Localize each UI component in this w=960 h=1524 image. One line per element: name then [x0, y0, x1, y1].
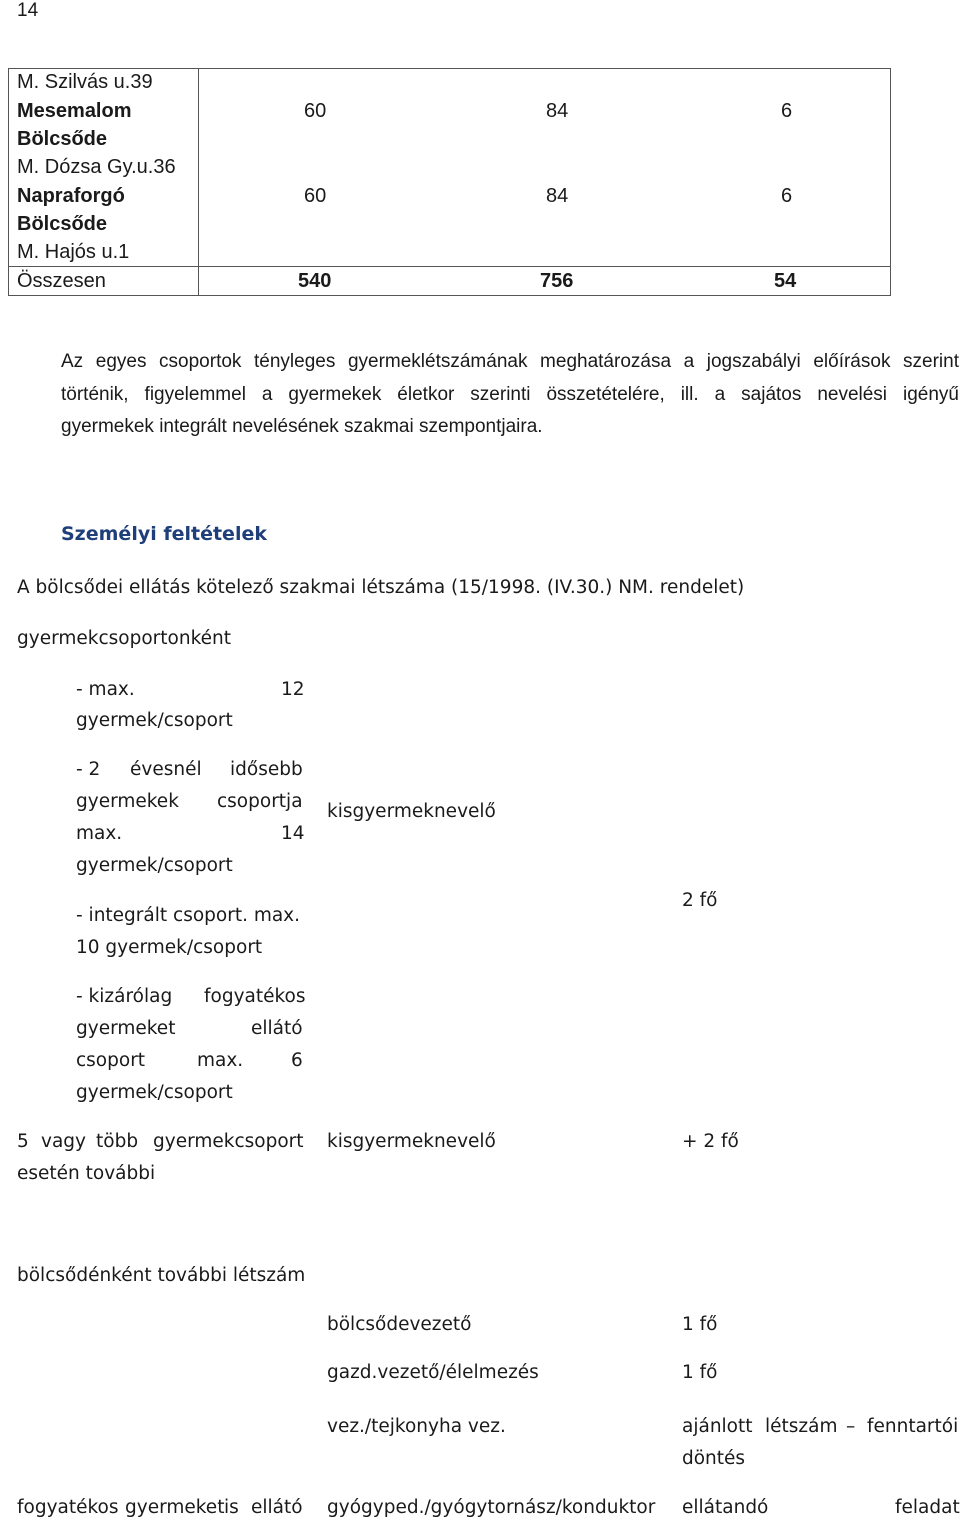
- table-cell-name: M. Szilvás u.39: [17, 71, 153, 93]
- group-item-text: gyermek/csoport: [76, 1082, 233, 1103]
- table-cell-value: 6: [781, 185, 793, 207]
- table-divider: [9, 266, 890, 267]
- group-item-text: idősebb: [230, 759, 303, 780]
- group-item-text: gyermek/csoport: [76, 855, 233, 876]
- role-label: gazd.vezető/élelmezés: [327, 1362, 539, 1383]
- table-total-label: Összesen: [17, 270, 106, 292]
- last-row-label: ellátó: [251, 1497, 303, 1518]
- table-cell-address: M. Hajós u.1: [17, 241, 130, 263]
- group-item-text: fogyatékos: [204, 986, 306, 1007]
- group-item-text: max.: [76, 823, 123, 844]
- table-total-value: 756: [540, 270, 574, 292]
- role-label: gyógyped./gyógytornász/konduktor: [327, 1497, 656, 1518]
- last-row-label: is: [224, 1497, 239, 1518]
- extra-row-text: több: [96, 1131, 139, 1152]
- group-item-text: 10 gyermek/csoport: [76, 937, 263, 958]
- table-cell-name: Bölcsőde: [17, 128, 108, 150]
- capacity-table: [8, 68, 891, 296]
- table-divider: [198, 69, 199, 295]
- table-cell-address: M. Dózsa Gy.u.36: [17, 156, 176, 178]
- table-cell-value: 84: [546, 100, 569, 122]
- section-heading: Személyi feltételek: [61, 523, 267, 545]
- role-label: bölcsődevezető: [327, 1314, 472, 1335]
- table-total-value: 540: [298, 270, 332, 292]
- role-label: kisgyermeknevelő: [327, 1131, 496, 1152]
- additional-staff-label: bölcsődénként további létszám: [17, 1265, 306, 1286]
- group-item-text: évesnél: [130, 759, 202, 780]
- intro-line: gyermekcsoportonként: [17, 628, 231, 649]
- table-cell-name: Mesemalom: [17, 100, 132, 122]
- count-value: ellátandó: [682, 1497, 769, 1518]
- group-item-text: gyermekek: [76, 791, 179, 812]
- group-item-text: 6: [291, 1050, 303, 1071]
- group-item-text: gyermek/csoport: [76, 710, 233, 731]
- table-cell-value: 6: [781, 100, 793, 122]
- count-value: ajánlott: [682, 1416, 753, 1437]
- group-item-text: 14: [281, 823, 305, 844]
- count-value: döntés: [682, 1448, 746, 1469]
- group-item-text: 12: [281, 679, 305, 700]
- paragraph-line: történik, figyelemmel a gyermekek életkor szerinti összetételére, ill. a sajátos nevelési igényű: [61, 384, 959, 405]
- group-item-text: - 2: [76, 759, 101, 780]
- table-cell-name: Bölcsőde: [17, 213, 108, 235]
- extra-row-text: esetén további: [17, 1163, 156, 1184]
- table-cell-value: 60: [304, 100, 327, 122]
- table-cell-name: Napraforgó: [17, 185, 125, 207]
- count-value: 1 fő: [682, 1362, 718, 1383]
- page-number: 14: [17, 0, 39, 21]
- extra-row-text: vagy: [41, 1131, 86, 1152]
- group-item-text: gyermeket: [76, 1018, 176, 1039]
- group-item-text: - integrált csoport. max.: [76, 905, 301, 926]
- group-item-text: csoport: [76, 1050, 146, 1071]
- count-value: –: [846, 1416, 856, 1437]
- table-cell-value: 60: [304, 185, 327, 207]
- paragraph-line: Az egyes csoportok tényleges gyermeklétszámának meghatározása a jogszabályi előírások szerint: [61, 351, 959, 372]
- group-item-text: - kizárólag: [76, 986, 173, 1007]
- group-item-text: ellátó: [251, 1018, 303, 1039]
- role-label: kisgyermeknevelő: [327, 801, 496, 822]
- extra-row-text: gyermekcsoport: [153, 1131, 304, 1152]
- group-item-text: csoportja: [217, 791, 303, 812]
- last-row-label: gyermeket: [125, 1497, 225, 1518]
- role-label: vez./tejkonyha vez.: [327, 1416, 506, 1437]
- table-cell-value: 84: [546, 185, 569, 207]
- count-value: 1 fő: [682, 1314, 718, 1335]
- count-value: feladat: [895, 1497, 960, 1518]
- group-item-text: max.: [197, 1050, 244, 1071]
- count-value: fenntartói: [867, 1416, 959, 1437]
- extra-row-text: 5: [17, 1131, 29, 1152]
- count-value: 2 fő: [682, 890, 718, 911]
- count-value: + 2 fő: [682, 1131, 739, 1152]
- last-row-label: fogyatékos: [17, 1497, 119, 1518]
- table-total-value: 54: [774, 270, 797, 292]
- count-value: létszám: [765, 1416, 838, 1437]
- intro-line: A bölcsődei ellátás kötelező szakmai létszáma (15/1998. (IV.30.) NM. rendelet): [17, 577, 745, 598]
- group-item-text: - max.: [76, 679, 135, 700]
- paragraph-line: gyermekek integrált nevelésének szakmai szempontjaira.: [61, 416, 543, 437]
